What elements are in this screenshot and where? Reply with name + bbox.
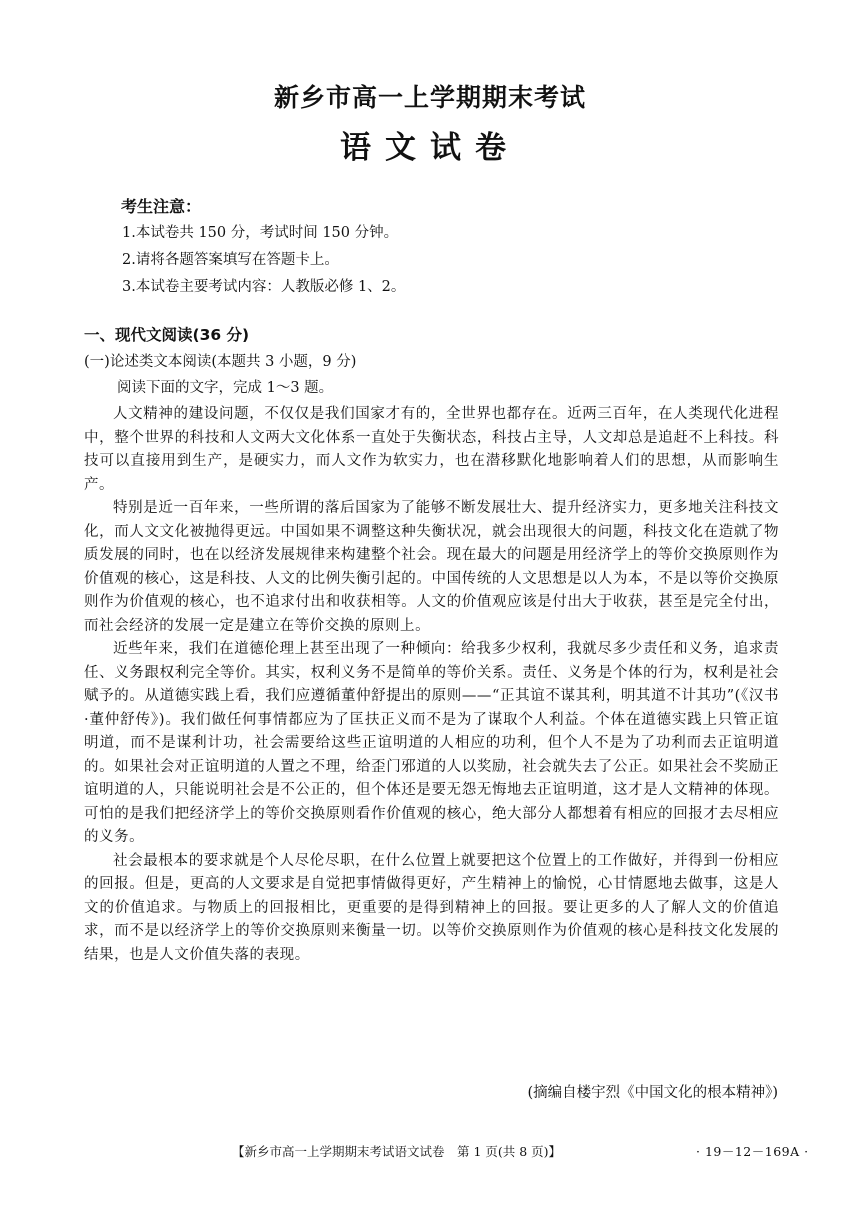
section-title: 一、现代文阅读(36 分) [84,326,250,344]
exam-title: 新乡市高一上学期期末考试 [273,83,586,112]
passage-paragraph: 特别是近一百年来，一些所谓的落后国家为了能够不断发展壮大、提升经济实力，更多地关注科技文化，而人文文化被抛得更远。中国如果不调整这种失衡状况，就会出现很大的问题，科技文化在造就了物质发展的同时，也在以经济发展规律来构建整个社会。现在最大的问题是用经济学上的等价交换原则作为价值观的核心，这是科技、人文的比例失衡引起的。中国传统的人文思想是以人为本，不是以等价交换原则作为价值观的核心，也不追求付出和收获相等。人文的价值观应该是付出大于收获，甚至是完全付出，而社会经济的发展一定是建立在等价交换的原则上。 [84,500,779,634]
subsection-title: (一)论述类文本阅读(本题共 3 小题，9 分) [84,354,357,370]
reading-instruction: 阅读下面的文字，完成 1～3 题。 [117,380,334,396]
notice-heading: 考生注意： [121,197,202,216]
reading-passage [84,403,779,967]
footer-code: · 19－12－169A · [696,1144,809,1159]
passage-source: (摘编自楼宇烈《中国文化的根本精神》) [527,1085,778,1101]
notice-item: 2.请将各题答案填写在答题卡上。 [122,252,339,268]
passage-paragraph: 社会最根本的要求就是个人尽伦尽职，在什么位置上就要把这个位置上的工作做好，并得到一份相应的回报。但是，更高的人文要求是自觉把事情做得更好，产生精神上的愉悦，心甘情愿地去做事，这是人文的价值追求。与物质上的回报相比，更重要的是得到精神上的回报。要让更多的人了解人文的价值追求，而不是以经济学上的等价交换原则来衡量一切。以等价交换原则作为价值观的核心是科技文化发展的结果，也是人文价值失落的表现。 [84,852,779,963]
passage-paragraph: 人文精神的建设问题，不仅仅是我们国家才有的，全世界也都存在。近两三百年，在人类现代化进程中，整个世界的科技和人文两大文化体系一直处于失衡状态，科技占主导，人文却总是追赶不上科技。科技可以直接用到生产，是硬实力，而人文作为软实力，也在潜移默化地影响着人们的思想，从而影响生产。 [84,406,779,493]
passage-paragraph: 近些年来，我们在道德伦理上甚至出现了一种倾向：给我多少权利，我就尽多少责任和义务，追求责任、义务跟权利完全等价。其实，权利义务不是简单的等价关系。责任、义务是个体的行为，权利是社会赋予的。从道德实践上看，我们应遵循董仲舒提出的原则——“正其谊不谋其利，明其道不计其功”(《汉书·董仲舒传》)。我们做任何事情都应为了匡扶正义而不是为了谋取个人利益。个体在道德实践上只管正谊明道，而不是谋利计功，社会需要给这些正谊明道的人相应的功利，但个人不是为了功利而去正谊明道的。如果社会对正谊明道的人置之不理，给歪门邪道的人以奖励，社会就失去了公正。如果社会不奖励正谊明道的人，只能说明社会是不公正的，但个体还是要无怨无悔地去正谊明道，这才是人文精神的体现。可怕的是我们把经济学上的等价交换原则看作价值观的核心，绝大部分人都想着有相应的回报才去尽相应的义务。 [84,641,779,845]
notice-item: 1.本试卷共 150 分，考试时间 150 分钟。 [122,225,399,241]
subject-title: 语文试卷 [340,130,520,166]
notice-item: 3.本试卷主要考试内容：人教版必修 1、2。 [122,279,406,295]
footer-page-info: 【新乡市高一上学期期末考试语文试卷 第 1 页(共 8 页)】 [232,1144,562,1159]
candidate-notice [121,193,405,301]
